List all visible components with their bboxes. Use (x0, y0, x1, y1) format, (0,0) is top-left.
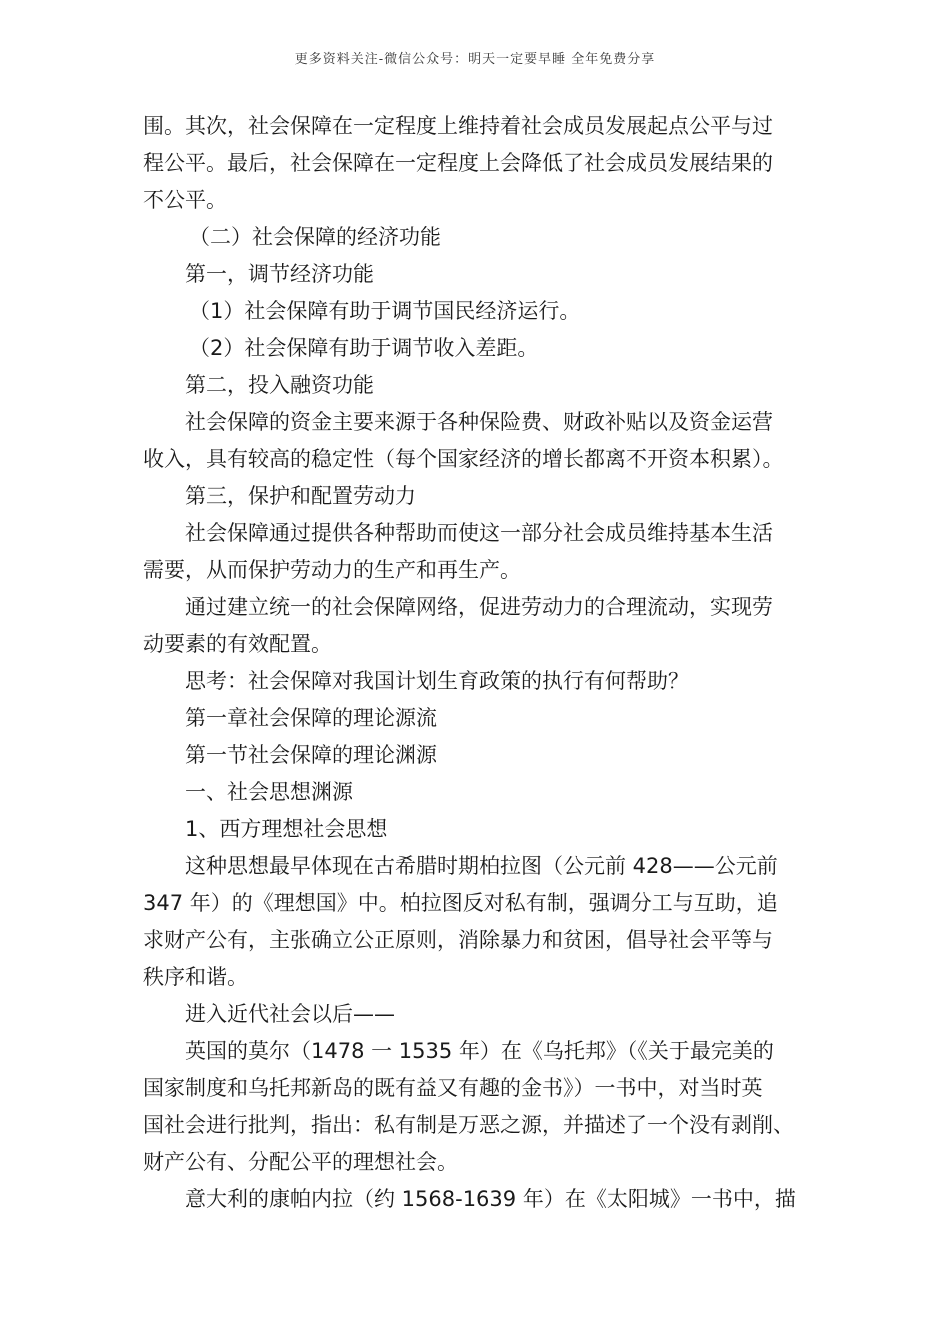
subsection-heading: 第二，投入融资功能 (185, 373, 374, 397)
chapter-heading: 第一章社会保障的理论源流 (185, 706, 437, 730)
body-line: 国家制度和乌托邦新岛的既有益又有趣的金书》）一书中，对当时英 (143, 1076, 763, 1100)
list-item: （2）社会保障有助于调节收入差距。 (189, 336, 539, 360)
body-line: 社会保障的资金主要来源于各种保险费、财政补贴以及资金运营 (185, 410, 773, 434)
body-line: 国社会进行批判，指出：私有制是万恶之源，并描述了一个没有剥削、 (143, 1113, 794, 1137)
subsection-heading: 1、西方理想社会思想 (185, 817, 388, 841)
subsection-heading: 第一，调节经济功能 (185, 262, 374, 286)
question-line: 思考：社会保障对我国计划生育政策的执行有何帮助？ (185, 669, 689, 693)
subsection-heading: 一、社会思想渊源 (185, 780, 353, 804)
list-item: （1）社会保障有助于调节国民经济运行。 (189, 299, 581, 323)
body-line: 这种思想最早体现在古希腊时期柏拉图（公元前 428——公元前 (185, 854, 778, 878)
subsection-heading: 第三，保护和配置劳动力 (185, 484, 416, 508)
body-line: 通过建立统一的社会保障网络，促进劳动力的合理流动，实现劳 (185, 595, 773, 619)
body-line: 进入近代社会以后—— (185, 1002, 395, 1026)
body-line: 不公平。 (143, 188, 227, 212)
body-line: 意大利的康帕内拉（约 1568-1639 年）在《太阳城》一书中，描 (185, 1187, 796, 1211)
document-body (143, 108, 811, 1218)
body-line: 财产公有、分配公平的理想社会。 (143, 1150, 458, 1174)
section-heading: 第一节社会保障的理论渊源 (185, 743, 437, 767)
body-line: 程公平。最后，社会保障在一定程度上会降低了社会成员发展结果的 (143, 151, 773, 175)
body-line: 347 年）的《理想国》中。柏拉图反对私有制，强调分工与互助，追 (143, 891, 778, 915)
body-line: 秩序和谐。 (143, 965, 248, 989)
body-line: 动要素的有效配置。 (143, 632, 332, 656)
section-heading: （二）社会保障的经济功能 (189, 225, 441, 249)
body-line: 社会保障通过提供各种帮助而使这一部分社会成员维持基本生活 (185, 521, 773, 545)
body-line: 收入，具有较高的稳定性（每个国家经济的增长都离不开资本积累）。 (143, 447, 784, 471)
body-line: 需要，从而保护劳动力的生产和再生产。 (143, 558, 521, 582)
body-line: 求财产公有，主张确立公正原则，消除暴力和贫困，倡导社会平等与 (143, 928, 773, 952)
page-header: 更多资料关注-微信公众号：明天一定要早睡 全年免费分享 (294, 52, 656, 67)
body-line: 英国的莫尔（1478 一 1535 年）在《乌托邦》（《关于最完美的 (185, 1039, 774, 1063)
body-line: 围。其次，社会保障在一定程度上维持着社会成员发展起点公平与过 (143, 114, 773, 138)
